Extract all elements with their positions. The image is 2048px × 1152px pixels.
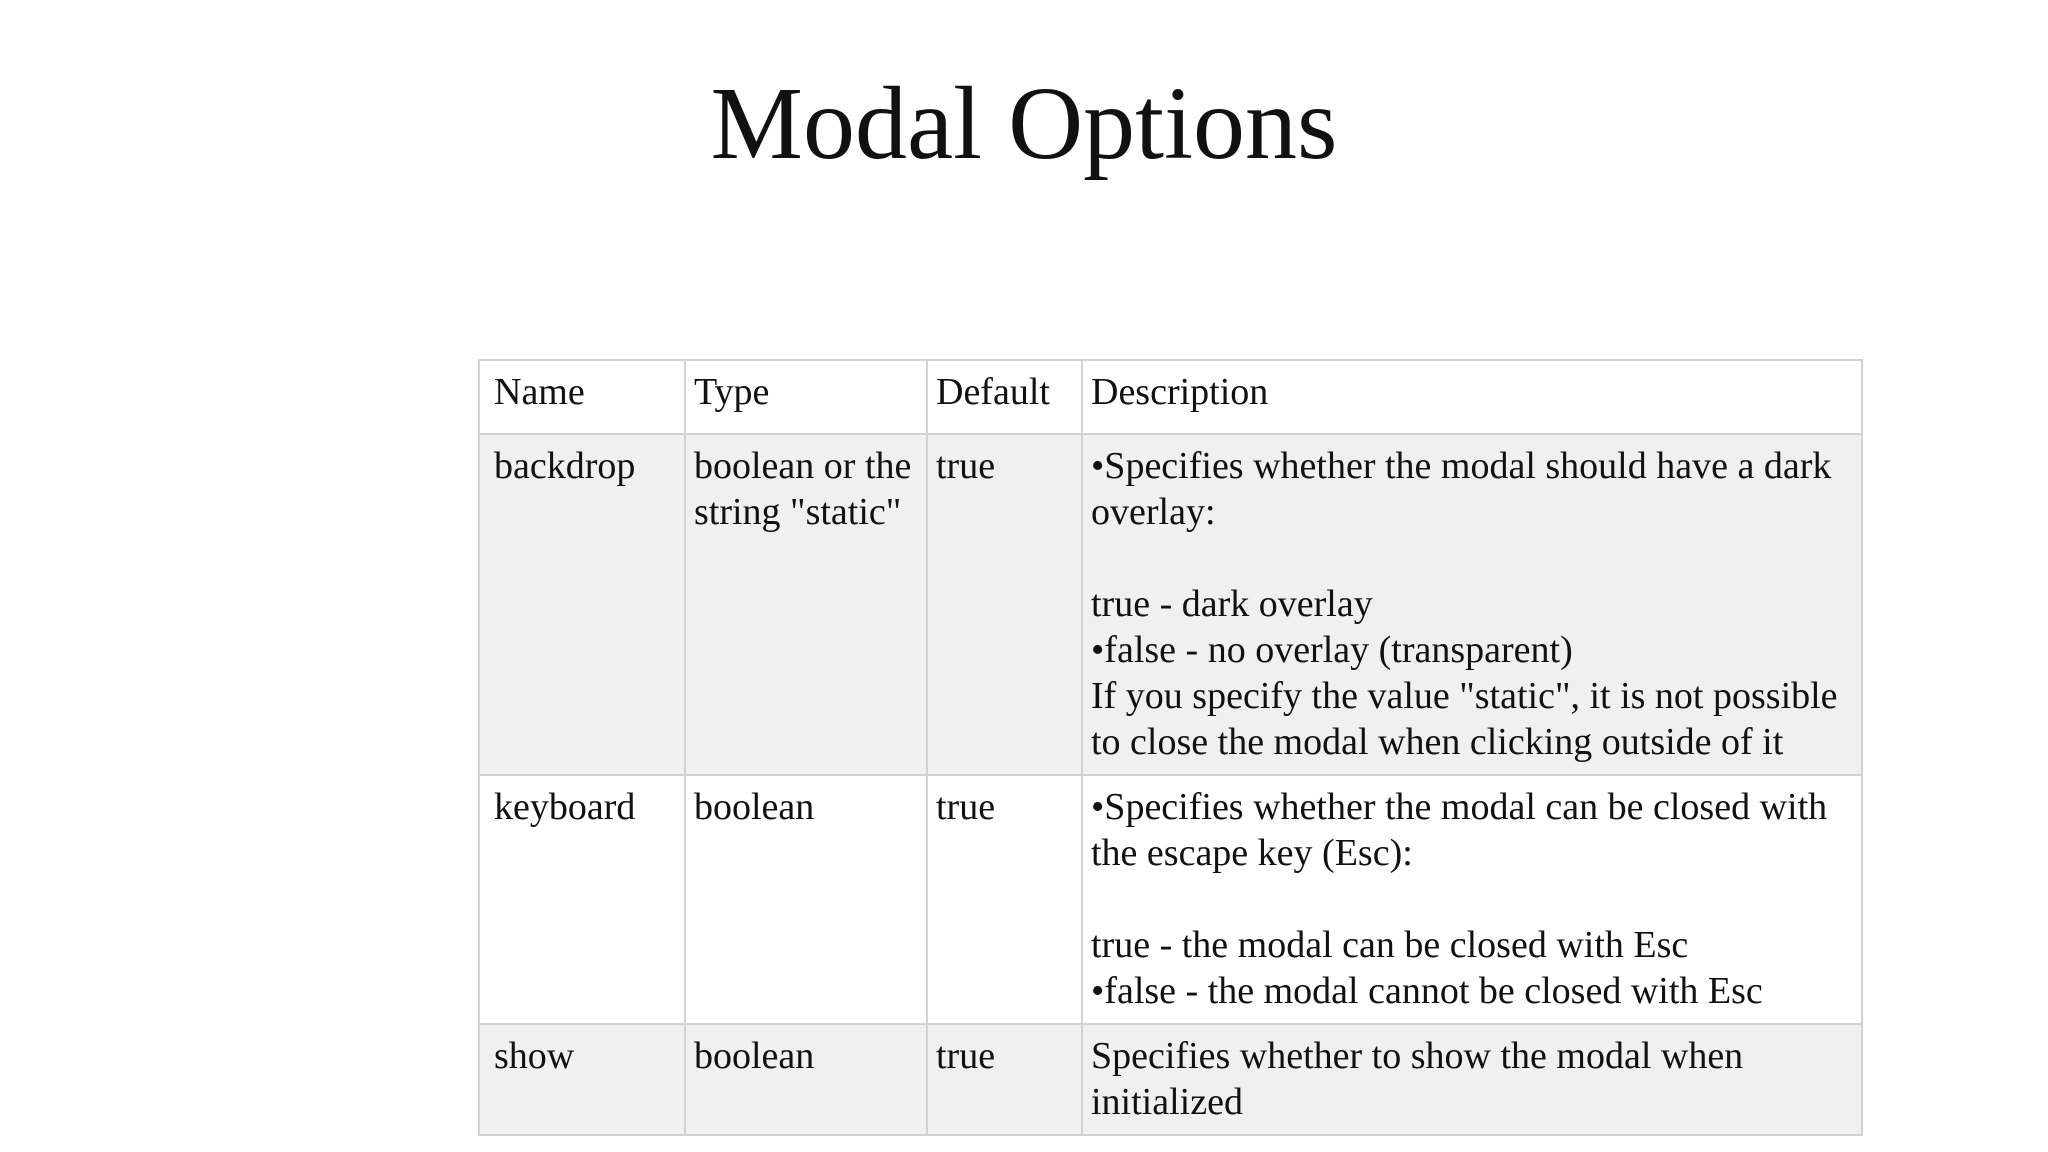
cell-description bbox=[1082, 434, 1862, 775]
header-type: Type bbox=[685, 360, 927, 434]
cell-name: backdrop bbox=[479, 434, 685, 775]
cell-name: show bbox=[479, 1024, 685, 1135]
description-line: •Specifies whether the modal can be closed with the escape key (Esc): bbox=[1091, 786, 1828, 874]
cell-description bbox=[1082, 775, 1862, 1024]
header-name: Name bbox=[479, 360, 685, 434]
cell-type: boolean bbox=[685, 775, 927, 1024]
cell-type: boolean or the string "static" bbox=[685, 434, 927, 775]
table-row-show bbox=[479, 1024, 1862, 1135]
cell-type: boolean bbox=[685, 1024, 927, 1135]
description-spacer bbox=[1091, 535, 1851, 581]
header-description: Description bbox=[1082, 360, 1862, 434]
cell-description bbox=[1082, 1024, 1862, 1135]
header-default: Default bbox=[927, 360, 1082, 434]
cell-default: true bbox=[927, 434, 1082, 775]
cell-name: keyboard bbox=[479, 775, 685, 1024]
description-line: •false - the modal cannot be closed with Esc bbox=[1091, 970, 1763, 1012]
description-line: •false - no overlay (transparent) bbox=[1091, 629, 1573, 671]
slide-title: Modal Options bbox=[710, 66, 1338, 181]
description-line: true - dark overlay bbox=[1091, 583, 1373, 625]
modal-options-table bbox=[478, 359, 1863, 1136]
table-header-row bbox=[479, 360, 1862, 434]
description-line: Specifies whether to show the modal when initialized bbox=[1091, 1035, 1744, 1123]
description-line: •Specifies whether the modal should have a dark overlay: bbox=[1091, 445, 1832, 533]
description-spacer bbox=[1091, 876, 1851, 922]
cell-default: true bbox=[927, 1024, 1082, 1135]
description-line: If you specify the value "static", it is not possible to close the modal when clicking outside of it bbox=[1091, 675, 1838, 763]
cell-default: true bbox=[927, 775, 1082, 1024]
description-line: true - the modal can be closed with Esc bbox=[1091, 924, 1689, 966]
table-row-backdrop bbox=[479, 434, 1862, 775]
table-row-keyboard bbox=[479, 775, 1862, 1024]
